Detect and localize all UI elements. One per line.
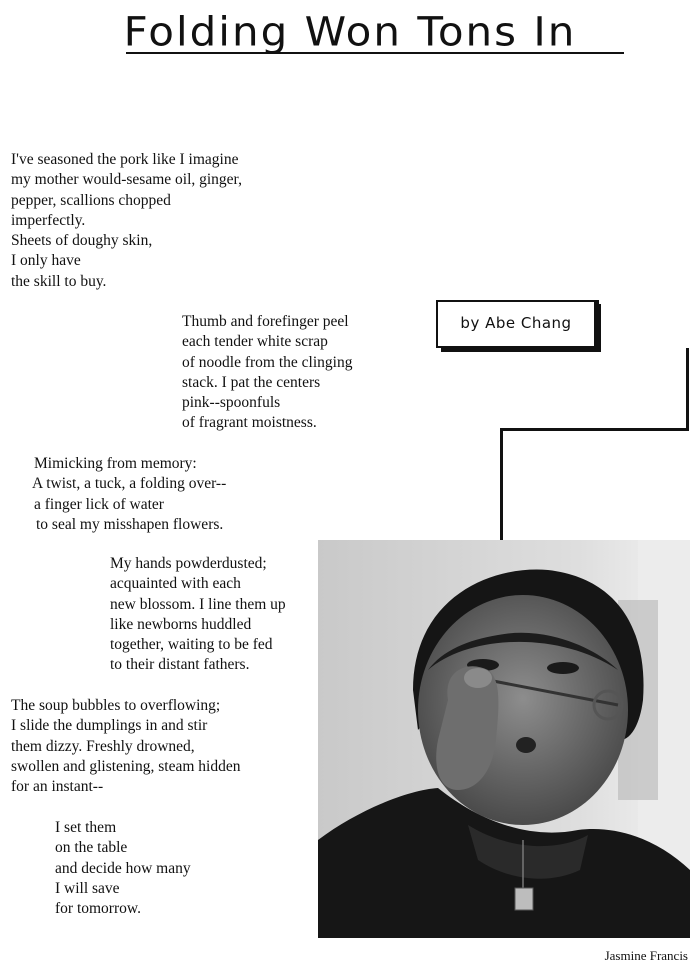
byline-box — [436, 300, 596, 348]
connector-line — [500, 428, 689, 431]
photo-credit: Jasmine Francis — [604, 948, 688, 963]
poem-line: pepper, scallions chopped — [11, 191, 171, 209]
poem-line: for an instant-- — [11, 778, 104, 796]
stanza-3 — [34, 454, 226, 535]
poem-line: and decide how many — [55, 859, 191, 877]
poem-line: of fragrant moistness. — [182, 414, 317, 432]
poem-line: on the table — [55, 839, 128, 857]
connector-line — [686, 348, 689, 430]
poem-line: the skill to buy. — [11, 272, 107, 290]
poem-line: Sheets of doughy skin, — [11, 232, 153, 250]
poem-line: to seal my misshapen flowers. — [36, 515, 224, 533]
poem-line: for tomorrow. — [55, 900, 141, 918]
byline: by Abe Chang — [460, 314, 572, 332]
poem-title: Folding Won Tons In — [123, 8, 577, 55]
poem-line: of noodle from the clinging — [182, 353, 353, 371]
poem-line: stack. I pat the centers — [182, 373, 321, 391]
stanza-1 — [11, 150, 242, 292]
poem-line: new blossom. I line them up — [110, 595, 286, 613]
poem-line: like newborns huddled — [110, 615, 252, 633]
poem-line: I slide the dumplings in and stir — [11, 717, 208, 735]
poem-line: The soup bubbles to overflowing; — [11, 697, 221, 714]
poem-line: Thumb and forefinger peel — [182, 313, 349, 330]
stanza-2 — [182, 312, 352, 434]
stanza-6 — [55, 818, 191, 919]
stanza-5 — [11, 696, 240, 797]
boy-blowing-bubble-photo — [318, 540, 690, 938]
connector-line — [596, 300, 599, 348]
poem-line: imperfectly. — [11, 211, 86, 229]
stanza-4 — [110, 554, 286, 676]
poem-line: each tender white scrap — [182, 333, 328, 351]
poem-line: them dizzy. Freshly drowned, — [11, 737, 195, 755]
poem-line: acquainted with each — [110, 575, 241, 593]
poem-line: Mimicking from memory: — [34, 455, 197, 472]
poem-line: I set them — [55, 819, 117, 836]
poem-line: a finger lick of water — [34, 495, 164, 513]
poem-line: I will save — [55, 879, 120, 897]
connector-line — [500, 428, 503, 540]
poem-line: I've seasoned the pork like I imagine — [11, 151, 239, 168]
poem-line: A twist, a tuck, a folding over-- — [32, 475, 227, 493]
poem-line: my mother would-sesame oil, ginger, — [11, 171, 242, 189]
poem-line: pink--spoonfuls — [182, 394, 281, 412]
poem-line: to their distant fathers. — [110, 656, 250, 674]
poem-line: I only have — [11, 252, 81, 270]
poem-line: My hands powderdusted; — [110, 555, 267, 572]
poem-line: swollen and glistening, steam hidden — [11, 757, 241, 775]
poem-line: together, waiting to be fed — [110, 636, 273, 654]
title-underline — [126, 52, 624, 54]
